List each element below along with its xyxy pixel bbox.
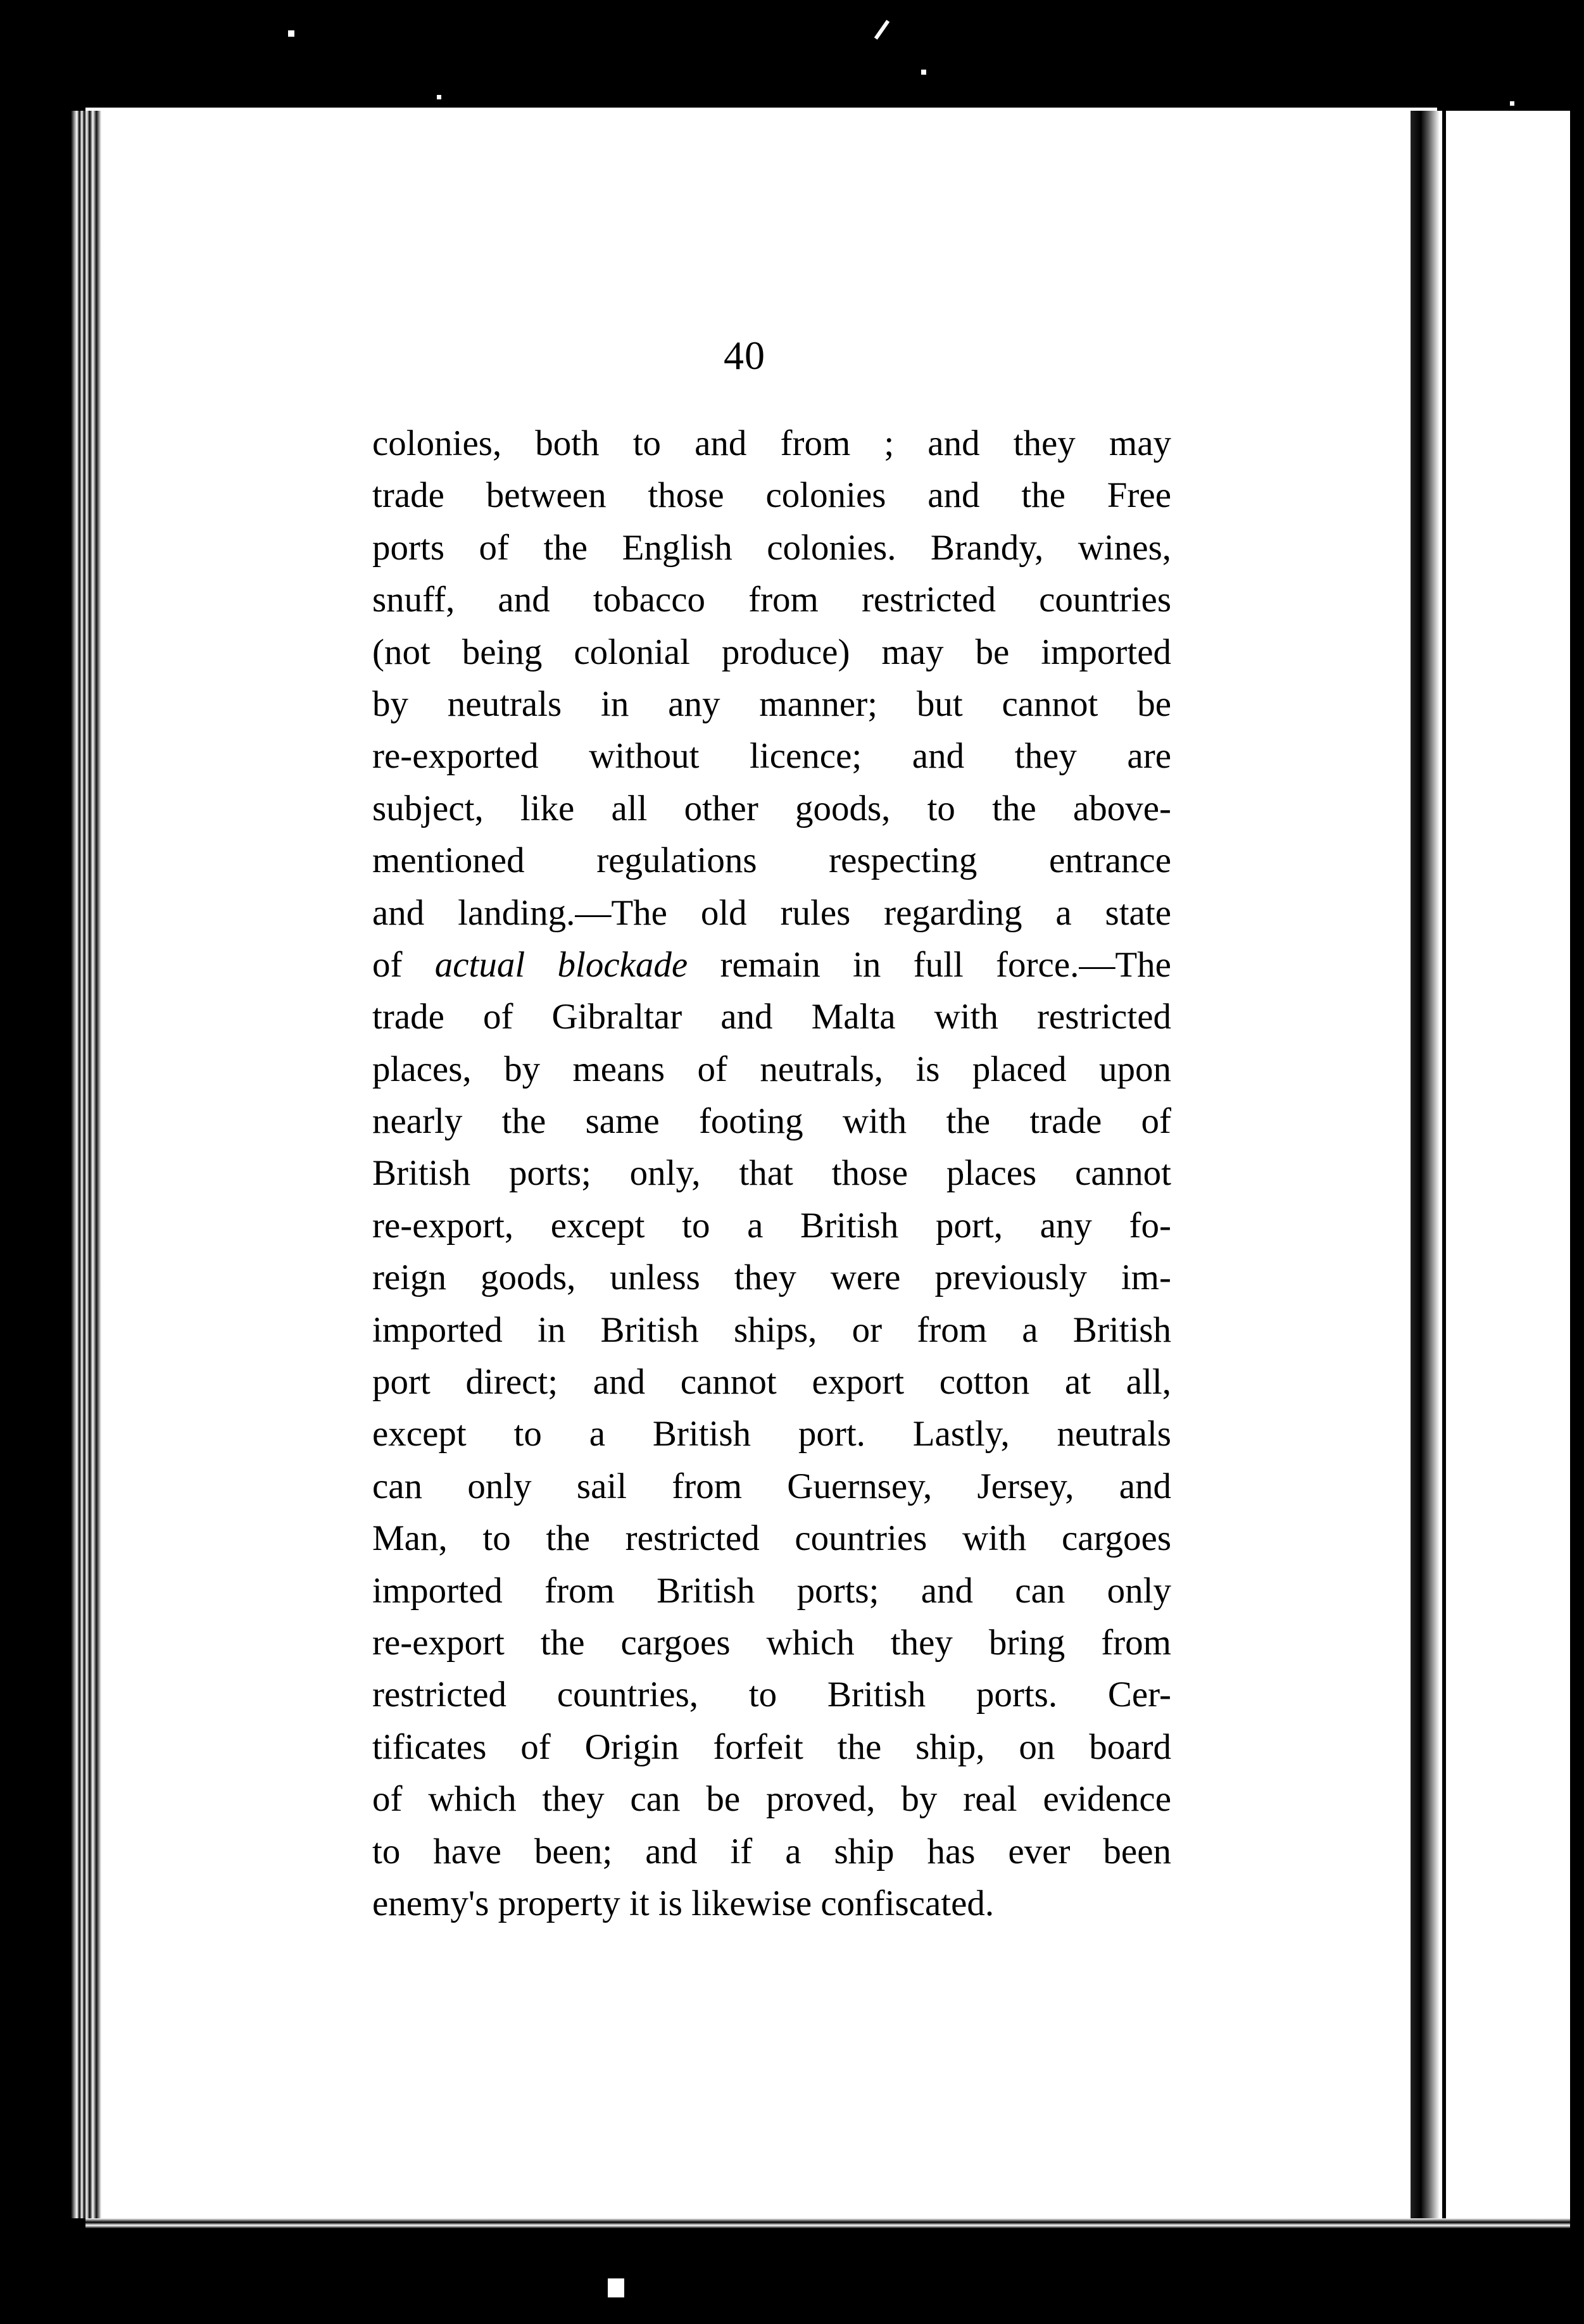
text-line: re-exported without licence; and they are [372,736,1171,777]
text-line: tificates of Origin forfeit the ship, on board [372,1727,1171,1767]
text-line: imported in British ships, or from a British [372,1309,1171,1350]
book-gutter [1411,111,1440,2221]
dust-speck [437,95,441,99]
text-line: to have been; and if a ship has ever been [372,1831,1171,1871]
page-number: 40 [724,333,765,378]
text-line: and landing.—The old rules regarding a state [372,892,1171,933]
text-line: subject, like all other goods, to the above- [372,788,1171,828]
text-line-with-italic [372,939,1171,991]
text-line: ports of the English colonies. Brandy, wines, [372,527,1171,568]
italic-phrase: actual blockade [434,944,688,985]
dust-speck [921,70,926,75]
dust-speck [288,30,294,37]
dust-speck [1510,101,1514,106]
text-line: imported from British ports; and can only [372,1570,1171,1611]
line-suffix: remain in full force.—The [688,944,1171,985]
text-line: nearly the same footing with the trade of [372,1101,1171,1142]
text-line: port direct; and cannot export cotton at all, [372,1362,1171,1403]
text-line: restricted countries, to British ports. Cer- [372,1675,1171,1715]
page-left-edge [71,111,101,2218]
page-bottom-edge [85,2218,1570,2228]
body-text [372,418,1171,1930]
text-line: by neutrals in any manner; but cannot be [372,684,1171,724]
line-prefix: of [372,944,435,985]
text-line: (not being colonial produce) may be imported [372,632,1171,672]
dust-speck [608,2278,624,2297]
text-line: except to a British port. Lastly, neutrals [372,1414,1171,1454]
gutter-shadow-line [1442,111,1446,2221]
text-line: trade between those colonies and the Free [372,475,1171,516]
text-line: mentioned regulations respecting entrance [372,840,1171,881]
text-line: can only sail from Guernsey, Jersey, and [372,1466,1171,1506]
text-line: of which they can be proved, by real evidence [372,1779,1171,1820]
text-line: enemy's property it is likewise confiscated. [372,1883,995,1923]
text-line: places, by means of neutrals, is placed upon [372,1049,1171,1089]
text-line: British ports; only, that those places cannot [372,1153,1171,1194]
text-line: trade of Gibraltar and Malta with restricted [372,997,1171,1037]
text-line: re-export, except to a British port, any fo- [372,1205,1171,1246]
text-line: re-export the cargoes which they bring from [372,1622,1171,1663]
text-line: reign goods, unless they were previously im- [372,1258,1171,1298]
text-line: colonies, both to and from ; and they may [372,423,1171,463]
text-line: Man, to the restricted countries with cargoes [372,1518,1171,1559]
text-line: snuff, and tobacco from restricted countries [372,580,1171,620]
